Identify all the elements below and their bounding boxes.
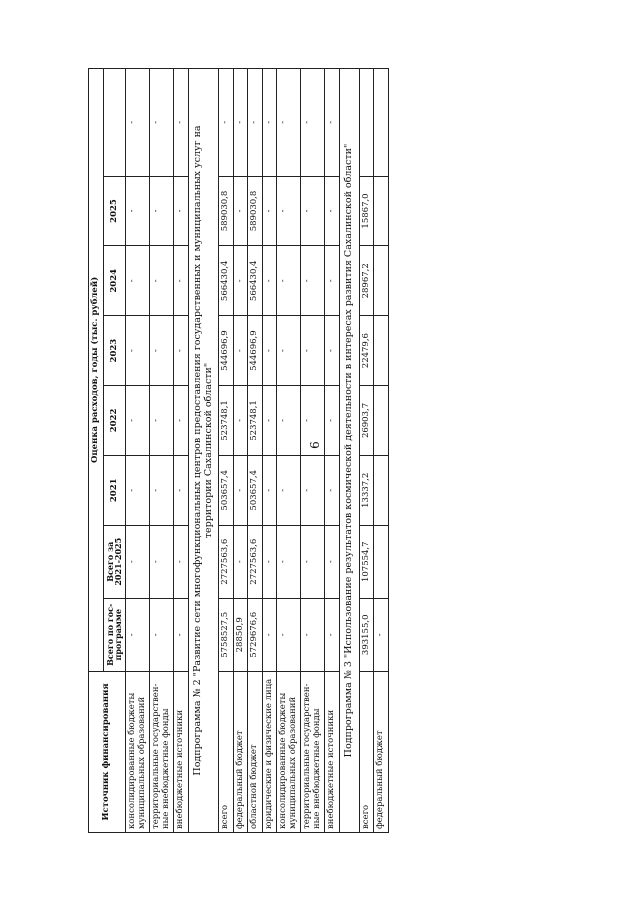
value-cell: 566430,4 (248, 246, 263, 316)
value-cell: - (301, 316, 325, 386)
value-cell (374, 69, 389, 177)
subprogram-2-row (262, 69, 277, 833)
value-cell: - (174, 69, 189, 177)
subprogram-2-row (301, 69, 325, 833)
value-cell: - (262, 598, 277, 671)
rotated-table-wrapper (88, 68, 553, 833)
value-cell: - (174, 176, 189, 246)
value-cell: 589030,8 (219, 176, 234, 246)
value-cell: - (301, 598, 325, 671)
value-cell: 566430,4 (219, 246, 234, 316)
value-cell: - (277, 176, 301, 246)
value-cell: - (301, 176, 325, 246)
value-cell: 107554,7 (359, 525, 374, 598)
header-total-program: Всего по гос-программе (103, 598, 126, 671)
value-cell: 523748,1 (248, 386, 263, 456)
subprogram-3 (339, 69, 359, 833)
value-cell: - (126, 525, 150, 598)
header-extra (103, 69, 126, 177)
value-cell: 2727563,6 (219, 525, 234, 598)
value-cell: - (277, 246, 301, 316)
source-label: федеральный бюджет (374, 671, 389, 832)
subprogram-3-row (374, 69, 389, 833)
header-row-1 (89, 69, 104, 833)
value-cell: - (219, 69, 234, 177)
value-cell: - (150, 386, 174, 456)
value-cell: - (301, 525, 325, 598)
header-year-2021: 2021 (103, 455, 126, 525)
value-cell (374, 176, 389, 246)
value-cell: - (174, 316, 189, 386)
value-cell: - (277, 386, 301, 456)
value-cell: 503657,4 (219, 455, 234, 525)
source-label: внебюджетные источники (325, 671, 340, 832)
source-label: внебюджетные источники (174, 671, 189, 832)
source-label: всего (219, 671, 234, 832)
value-cell: 28967,2 (359, 246, 374, 316)
value-cell: - (126, 246, 150, 316)
value-cell: - (150, 525, 174, 598)
value-cell (374, 316, 389, 386)
table-body (126, 69, 388, 833)
header-year-2024: 2024 (103, 246, 126, 316)
page-number: 6 (307, 441, 322, 449)
value-cell: - (126, 386, 150, 456)
source-label: территориальные государствен-ные внебюджетные фонды (301, 671, 325, 832)
value-cell: - (233, 176, 248, 246)
value-cell: - (262, 176, 277, 246)
header-total-period: Всего за 2021-2025 (103, 525, 126, 598)
subprogram-2-title: Подпрограмма № 2 "Развитие сети многофункциональных центров предоставления государственных и муниципальных услуг на территории Сахалинской области" (189, 69, 219, 833)
value-cell: 2727563,6 (248, 525, 263, 598)
value-cell: - (374, 598, 389, 671)
value-cell: - (233, 525, 248, 598)
value-cell (359, 69, 374, 177)
value-cell: 13337,2 (359, 455, 374, 525)
value-cell: - (262, 525, 277, 598)
value-cell: - (126, 316, 150, 386)
source-label: консолидированные бюджеты муниципальных образований (126, 671, 150, 832)
value-cell (374, 246, 389, 316)
value-cell (374, 525, 389, 598)
value-cell: - (126, 176, 150, 246)
source-label: областной бюджет (248, 671, 263, 832)
value-cell: - (248, 69, 263, 177)
value-cell (374, 455, 389, 525)
value-cell: - (150, 598, 174, 671)
value-cell: 26903,7 (359, 386, 374, 456)
value-cell: - (325, 316, 340, 386)
value-cell: - (150, 455, 174, 525)
value-cell (374, 386, 389, 456)
value-cell: 544696,9 (248, 316, 263, 386)
financing-table (88, 68, 389, 833)
value-cell: - (325, 598, 340, 671)
source-label: федеральный бюджет (233, 671, 248, 832)
source-label: территориальные государствен-ные внебюджетные фонды (150, 671, 174, 832)
value-cell: - (325, 246, 340, 316)
value-cell: - (325, 455, 340, 525)
value-cell: 5729676,6 (248, 598, 263, 671)
value-cell: - (150, 176, 174, 246)
value-cell: - (325, 69, 340, 177)
source-label: юридические и физические лица (262, 671, 277, 832)
top-row (126, 69, 150, 833)
header-year-2025: 2025 (103, 176, 126, 246)
value-cell: 5758527,5 (219, 598, 234, 671)
value-cell: - (301, 455, 325, 525)
value-cell: 22479,6 (359, 316, 374, 386)
subprogram-2-row (277, 69, 301, 833)
value-cell: - (233, 69, 248, 177)
subprogram-2 (189, 69, 219, 833)
value-cell: - (262, 316, 277, 386)
value-cell: 28850,9 (233, 598, 248, 671)
value-cell: - (277, 316, 301, 386)
value-cell: - (233, 246, 248, 316)
value-cell: - (126, 455, 150, 525)
value-cell: - (233, 386, 248, 456)
value-cell: - (325, 176, 340, 246)
value-cell: - (126, 69, 150, 177)
header-year-2022: 2022 (103, 386, 126, 456)
value-cell: - (277, 525, 301, 598)
value-cell: - (301, 386, 325, 456)
value-cell: 589030,8 (248, 176, 263, 246)
value-cell: - (325, 525, 340, 598)
value-cell: - (262, 386, 277, 456)
top-row (174, 69, 189, 833)
value-cell: - (233, 316, 248, 386)
subprogram-3-row (359, 69, 374, 833)
value-cell: - (150, 246, 174, 316)
header-year-2023: 2023 (103, 316, 126, 386)
value-cell: 544696,9 (219, 316, 234, 386)
value-cell: - (174, 246, 189, 316)
value-cell: - (262, 246, 277, 316)
header-estimate: Оценка расходов, годы (тыс. рублей) (89, 69, 104, 672)
value-cell: - (174, 386, 189, 456)
value-cell: - (277, 598, 301, 671)
value-cell: - (150, 69, 174, 177)
value-cell: - (325, 386, 340, 456)
value-cell: - (233, 455, 248, 525)
subprogram-2-row (233, 69, 248, 833)
value-cell: 393155,0 (359, 598, 374, 671)
value-cell: 503657,4 (248, 455, 263, 525)
value-cell: - (301, 246, 325, 316)
value-cell: - (174, 455, 189, 525)
top-row (150, 69, 174, 833)
value-cell: - (174, 598, 189, 671)
value-cell: - (262, 69, 277, 177)
value-cell: 15867,0 (359, 176, 374, 246)
value-cell: - (126, 598, 150, 671)
value-cell: - (277, 69, 301, 177)
subprogram-2-row (248, 69, 263, 833)
value-cell: - (301, 69, 325, 177)
subprogram-2-row (325, 69, 340, 833)
value-cell: - (262, 455, 277, 525)
value-cell: 523748,1 (219, 386, 234, 456)
subprogram-2-row (219, 69, 234, 833)
value-cell: - (150, 316, 174, 386)
subprogram-3-title: Подпрограмма № 3 "Использование результатов космической деятельности в интересах развития Сахалинской области" (339, 69, 359, 833)
source-label: всего (359, 671, 374, 832)
source-label: консолидированные бюджеты муниципальных образований (277, 671, 301, 832)
value-cell: - (277, 455, 301, 525)
header-source: Источник финансирования (89, 671, 126, 832)
value-cell: - (174, 525, 189, 598)
